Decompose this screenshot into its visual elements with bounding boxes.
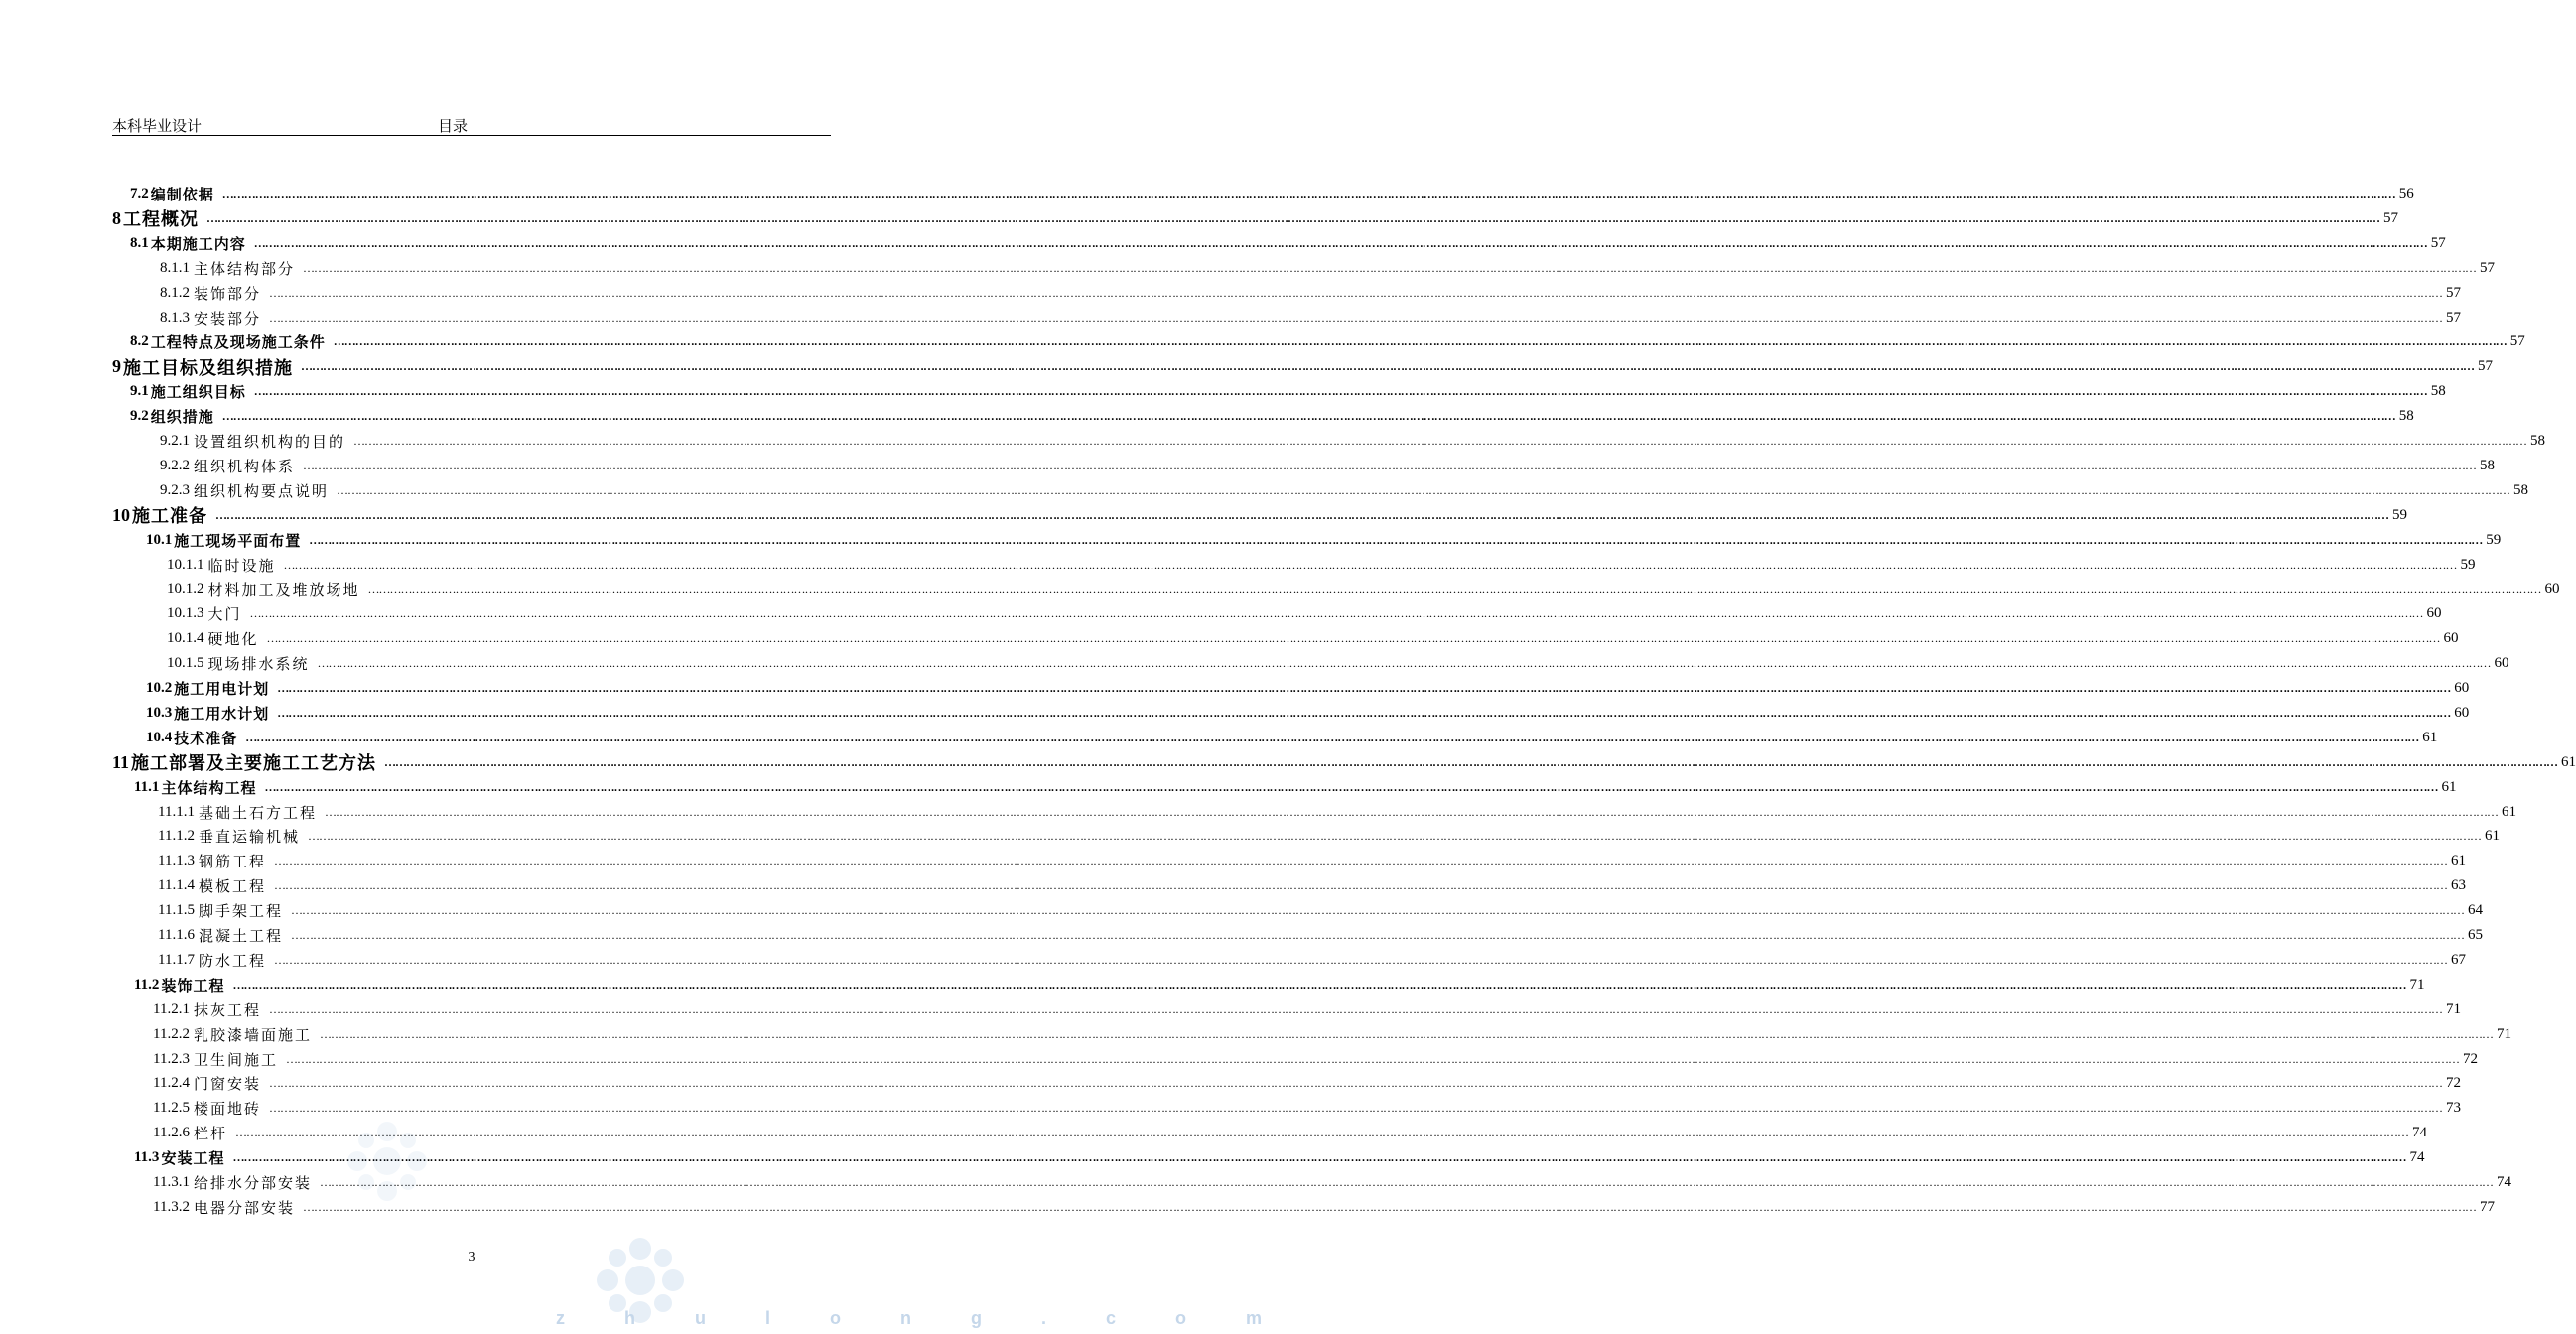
toc-entry[interactable] bbox=[158, 849, 2466, 873]
toc-entry-number: 8.1 bbox=[130, 234, 149, 251]
toc-entry-number: 11.1 bbox=[134, 778, 160, 795]
toc-entry[interactable] bbox=[167, 553, 2476, 578]
toc-entry-number: 8.1.3 bbox=[160, 309, 190, 326]
toc-entry-number: 11.2.4 bbox=[153, 1075, 190, 1092]
toc-entry-number: 9.2.2 bbox=[160, 457, 190, 473]
toc-entry-title: 脚手架工程 bbox=[198, 904, 283, 921]
toc-entry-page: 73 bbox=[2445, 1100, 2461, 1117]
toc-entry-number: 10.3 bbox=[146, 704, 173, 721]
toc-entry-title: 施工用水计划 bbox=[174, 706, 270, 723]
toc-entry-title: 组织措施 bbox=[150, 410, 214, 427]
toc-entry-number: 10.1.1 bbox=[167, 556, 204, 573]
toc-leader-dots: ………………………………………………………………………………………………………………………………………………………………………………………………………………………………………………………………………………………………………………………………………………………………………………………………………………………………………………………………………………………………………………………………………………… bbox=[333, 334, 2507, 349]
toc-entry[interactable] bbox=[112, 503, 2407, 528]
toc-entry-title: 工程特点及现场施工条件 bbox=[150, 335, 326, 352]
toc-entry[interactable] bbox=[167, 651, 2509, 676]
toc-entry-title: 现场排水系统 bbox=[207, 657, 310, 674]
toc-entry-title: 门窗安装 bbox=[193, 1077, 261, 1094]
toc-entry-number: 10.1.5 bbox=[167, 655, 204, 672]
toc-entry-page: 61 bbox=[2441, 778, 2457, 795]
toc-entry-number: 10.1.3 bbox=[167, 605, 204, 622]
toc-entry-page: 58 bbox=[2398, 408, 2414, 425]
toc-entry-number: 8.2 bbox=[130, 334, 149, 350]
toc-entry-title: 乳胶漆墙面施工 bbox=[193, 1027, 312, 1044]
toc-entry-page: 65 bbox=[2467, 927, 2483, 943]
toc-entry[interactable] bbox=[134, 775, 2457, 800]
toc-leader-dots: ………………………………………………………………………………………………………………………………………………………………………………………………………………………………………………………………………………………………………………………………………………………………………………………………………………………………………………………………………………………………………………………………………………… bbox=[269, 285, 2443, 300]
toc-leader-dots: ………………………………………………………………………………………………………………………………………………………………………………………………………………………………………………………………………………………………………………………………………………………………………………………………………………………………………………………………………………………………………………………………………………… bbox=[215, 507, 2388, 522]
toc-entry-page: 57 bbox=[2383, 209, 2398, 226]
toc-entry[interactable] bbox=[167, 577, 2560, 601]
toc-leader-dots: ………………………………………………………………………………………………………………………………………………………………………………………………………………………………………………………………………………………………………………………………………………………………………………………………………………………………………………………………………………………………………………………………………………… bbox=[337, 482, 2510, 497]
toc-entry[interactable] bbox=[158, 873, 2466, 898]
watermark-text: zhulong.com bbox=[556, 1308, 1321, 1328]
toc-entry-number: 10.1 bbox=[146, 531, 173, 548]
toc-entry-title: 电器分部安装 bbox=[193, 1200, 295, 1217]
toc-entry[interactable] bbox=[146, 726, 2438, 750]
toc-entry-number: 10.2 bbox=[146, 680, 173, 696]
toc-entry-number: 9 bbox=[112, 356, 121, 377]
toc-entry-title: 楼面地砖 bbox=[193, 1102, 261, 1119]
toc-entry-page: 58 bbox=[2430, 383, 2446, 400]
toc-leader-dots: ………………………………………………………………………………………………………………………………………………………………………………………………………………………………………………………………………………………………………………………………………………………………………………………………………………………………………………………………………………………………………………………………………………… bbox=[367, 582, 2541, 597]
toc-leader-dots: ………………………………………………………………………………………………………………………………………………………………………………………………………………………………………………………………………………………………………………………………………………………………………………………………………………………………………………………………………………………………………………………………………………… bbox=[264, 779, 2438, 794]
toc-entry-page: 59 bbox=[2486, 531, 2502, 548]
toc-entry[interactable] bbox=[134, 1145, 2425, 1170]
toc-entry-title: 主体结构部分 bbox=[194, 261, 296, 278]
toc-entry[interactable] bbox=[153, 1047, 2478, 1072]
toc-entry-title: 钢筋工程 bbox=[198, 855, 266, 871]
toc-entry-page: 57 bbox=[2430, 234, 2446, 251]
toc-entry[interactable] bbox=[158, 824, 2500, 849]
toc-entry-page: 58 bbox=[2513, 481, 2529, 498]
toc-entry-page: 72 bbox=[2462, 1050, 2478, 1067]
toc-entry[interactable] bbox=[130, 182, 2414, 206]
toc-leader-dots: ………………………………………………………………………………………………………………………………………………………………………………………………………………………………………………………………………………………………………………………………………………………………………………………………………………………………………………………………………………………………………………………………………………… bbox=[307, 829, 2481, 844]
toc-entry-number: 8.1.1 bbox=[160, 259, 190, 276]
toc-entry-page: 57 bbox=[2446, 309, 2462, 326]
toc-entry[interactable] bbox=[146, 676, 2470, 701]
toc-leader-dots: ………………………………………………………………………………………………………………………………………………………………………………………………………………………………………………………………………………………………………………………………………………………………………………………………………………………………………………………………………………………………………………………………………………… bbox=[232, 1150, 2406, 1165]
toc-entry-title: 组织机构体系 bbox=[194, 459, 296, 475]
toc-entry-number: 11.2.6 bbox=[153, 1125, 190, 1141]
toc-entry-page: 74 bbox=[2496, 1174, 2511, 1190]
toc-entry-number: 9.2.3 bbox=[160, 481, 190, 498]
toc-entry-title: 基础土石方工程 bbox=[198, 805, 317, 822]
toc-leader-dots: ………………………………………………………………………………………………………………………………………………………………………………………………………………………………………………………………………………………………………………………………………………………………………………………………………………………………………………………………………………………………………………………………………………… bbox=[232, 977, 2406, 992]
toc-entry-title: 栏杆 bbox=[193, 1127, 227, 1143]
toc-leader-dots: ………………………………………………………………………………………………………………………………………………………………………………………………………………………………………………………………………………………………………………………………………………………………………………………………………………………………………………………………………………………………………………………………………………… bbox=[206, 210, 2379, 225]
toc-entry-number: 10.1.4 bbox=[167, 630, 204, 647]
toc-leader-dots: ………………………………………………………………………………………………………………………………………………………………………………………………………………………………………………………………………………………………………………………………………………………………………………………………………………………………………………………………………………………………………………………………………………… bbox=[324, 804, 2498, 819]
toc-leader-dots: ………………………………………………………………………………………………………………………………………………………………………………………………………………………………………………………………………………………………………………………………………………………………………………………………………………………………………………………………………………………………………………………………………………… bbox=[303, 260, 2477, 275]
toc-leader-dots: ………………………………………………………………………………………………………………………………………………………………………………………………………………………………………………………………………………………………………………………………………………………………………………………………………………………………………………………………………………………………………………………………………………… bbox=[319, 1175, 2493, 1189]
toc-entry[interactable] bbox=[153, 1071, 2461, 1096]
toc-entry[interactable] bbox=[158, 923, 2483, 948]
toc-leader-dots: ………………………………………………………………………………………………………………………………………………………………………………………………………………………………………………………………………………………………………………………………………………………………………………………………………………………………………………………………………………………………………………………………………………… bbox=[268, 1101, 2442, 1116]
toc-entry-number: 11.3.1 bbox=[153, 1174, 190, 1190]
toc-entry[interactable] bbox=[130, 231, 2446, 256]
toc-entry-page: 67 bbox=[2450, 951, 2466, 968]
toc-entry[interactable] bbox=[146, 701, 2470, 726]
toc-entry-page: 57 bbox=[2509, 334, 2525, 350]
toc-entry[interactable] bbox=[153, 1121, 2427, 1145]
toc-leader-dots: ………………………………………………………………………………………………………………………………………………………………………………………………………………………………………………………………………………………………………………………………………………………………………………………………………………………………………………………………………………………………………………………………………………… bbox=[253, 384, 2427, 399]
toc-leader-dots: ………………………………………………………………………………………………………………………………………………………………………………………………………………………………………………………………………………………………………………………………………………………………………………………………………………………………………………………………………………………………………………………………………………… bbox=[277, 705, 2451, 720]
toc-entry-number: 8 bbox=[112, 207, 121, 228]
toc-entry-page: 58 bbox=[2480, 457, 2496, 473]
toc-leader-dots: ………………………………………………………………………………………………………………………………………………………………………………………………………………………………………………………………………………………………………………………………………………………………………………………………………………………………………………………………………………………………………………………………………………… bbox=[283, 557, 2457, 572]
toc-entry[interactable] bbox=[153, 1096, 2461, 1121]
toc-leader-dots: ………………………………………………………………………………………………………………………………………………………………………………………………………………………………………………………………………………………………………………………………………………………………………………………………………………………………………………………………………………………………………………………………………………… bbox=[273, 854, 2447, 868]
toc-leader-dots: ………………………………………………………………………………………………………………………………………………………………………………………………………………………………………………………………………………………………………………………………………………………………………………………………………………………………………………………………………………………………………………………………………………… bbox=[269, 310, 2443, 325]
toc-entry[interactable] bbox=[130, 330, 2525, 354]
toc-entry-number: 11.1.7 bbox=[158, 951, 195, 968]
toc-entry-title: 施工目标及组织措施 bbox=[123, 357, 293, 378]
toc-entry-page: 60 bbox=[2426, 605, 2442, 622]
toc-entry-page: 60 bbox=[2454, 680, 2470, 696]
toc-entry-title: 工程概况 bbox=[123, 209, 199, 230]
toc-entry[interactable] bbox=[130, 379, 2446, 404]
toc-leader-dots: ………………………………………………………………………………………………………………………………………………………………………………………………………………………………………………………………………………………………………………………………………………………………………………………………………………………………………………………………………………………………………………………………………………… bbox=[273, 878, 2447, 893]
toc-entry-page: 59 bbox=[2460, 556, 2476, 573]
toc-entry[interactable] bbox=[167, 601, 2442, 626]
toc-entry-title: 垂直运输机械 bbox=[198, 830, 300, 847]
toc-entry-number: 11.3 bbox=[134, 1149, 160, 1166]
toc-entry-title: 编制依据 bbox=[150, 188, 214, 203]
toc-entry-number: 11.1.3 bbox=[158, 853, 195, 869]
toc-entry-number: 8.1.2 bbox=[160, 284, 190, 301]
toc-leader-dots: ………………………………………………………………………………………………………………………………………………………………………………………………………………………………………………………………………………………………………………………………………………………………………………………………………………………………………………………………………………………………………………………………………………… bbox=[384, 754, 2558, 769]
toc-entry-page: 60 bbox=[2443, 630, 2459, 647]
toc-leader-dots: ………………………………………………………………………………………………………………………………………………………………………………………………………………………………………………………………………………………………………………………………………………………………………………………………………………………………………………………………………………………………………………………………………………… bbox=[309, 532, 2483, 547]
toc-entry[interactable] bbox=[153, 1022, 2511, 1047]
toc-entry-title: 施工用电计划 bbox=[174, 682, 270, 698]
toc-entry-title: 本期施工内容 bbox=[150, 236, 246, 253]
header-center-text: 目录 bbox=[438, 119, 469, 135]
toc-entry-page: 60 bbox=[2454, 704, 2470, 721]
toc-entry[interactable] bbox=[153, 998, 2461, 1022]
toc-entry-title: 防水工程 bbox=[198, 953, 266, 970]
toc-entry[interactable] bbox=[158, 800, 2516, 825]
toc-entry-title: 安装工程 bbox=[161, 1151, 225, 1168]
toc-entry-page: 60 bbox=[2494, 655, 2509, 672]
toc-entry-number: 11.1.2 bbox=[158, 828, 195, 845]
toc-entry[interactable] bbox=[153, 1195, 2495, 1220]
toc-entry-page: 57 bbox=[2480, 259, 2496, 276]
toc-entry-page: 74 bbox=[2409, 1149, 2425, 1166]
toc-entry-number: 11.2.5 bbox=[153, 1100, 190, 1117]
toc-entry-title: 安装部分 bbox=[194, 311, 262, 328]
toc-entry-page: 61 bbox=[2561, 753, 2576, 770]
toc-entry-number: 11.1.6 bbox=[158, 927, 195, 943]
toc-leader-dots: ………………………………………………………………………………………………………………………………………………………………………………………………………………………………………………………………………………………………………………………………………………………………………………………………………………………………………………………………………………………………………………………………………………… bbox=[245, 730, 2419, 744]
toc-entry[interactable] bbox=[158, 948, 2466, 973]
toc-entry-page: 71 bbox=[2445, 1000, 2461, 1017]
toc-entry-page: 57 bbox=[2478, 358, 2493, 375]
toc-entry-number: 11.1.4 bbox=[158, 877, 195, 894]
toc-entry-page: 56 bbox=[2398, 186, 2414, 201]
watermark-logo-faint bbox=[338, 1112, 437, 1211]
toc-entry-number: 10.1.2 bbox=[167, 581, 204, 598]
toc-entry-title: 技术准备 bbox=[174, 731, 238, 747]
toc-entry-title: 临时设施 bbox=[207, 558, 276, 575]
toc-entry[interactable] bbox=[153, 1170, 2511, 1195]
toc-entry[interactable] bbox=[160, 454, 2496, 478]
toc-entry-page: 77 bbox=[2479, 1198, 2495, 1215]
toc-leader-dots: ………………………………………………………………………………………………………………………………………………………………………………………………………………………………………………………………………………………………………………………………………………………………………………………………………………………………………………………………………………………………………………………………………………… bbox=[234, 1126, 2408, 1140]
toc-leader-dots: ………………………………………………………………………………………………………………………………………………………………………………………………………………………………………………………………………………………………………………………………………………………………………………………………………………………………………………………………………………………………………………………………………………… bbox=[273, 952, 2447, 967]
toc-leader-dots: ………………………………………………………………………………………………………………………………………………………………………………………………………………………………………………………………………………………………………………………………………………………………………………………………………………………………………………………………………………………………………………………………………………… bbox=[268, 1001, 2442, 1016]
toc-entry[interactable] bbox=[134, 973, 2425, 998]
toc-leader-dots: ………………………………………………………………………………………………………………………………………………………………………………………………………………………………………………………………………………………………………………………………………………………………………………………………………………………………………………………………………………………………………………………………………………… bbox=[249, 606, 2423, 621]
toc-entry-number: 11.1.1 bbox=[158, 803, 195, 820]
toc-entry-number: 10.4 bbox=[146, 729, 173, 745]
toc-entry-number: 11.2.1 bbox=[153, 1000, 190, 1017]
toc-entry-title: 模板工程 bbox=[198, 879, 266, 896]
toc-entry-page: 64 bbox=[2467, 902, 2483, 919]
toc-entry-title: 硬地化 bbox=[207, 632, 259, 649]
toc-entry-title: 施工部署及主要施工工艺方法 bbox=[131, 753, 377, 774]
toc-entry-page: 63 bbox=[2450, 877, 2466, 894]
toc-entry-title: 混凝土工程 bbox=[198, 929, 283, 945]
toc-entry[interactable] bbox=[160, 306, 2462, 331]
toc-entry-page: 58 bbox=[2530, 433, 2546, 449]
toc-leader-dots: ………………………………………………………………………………………………………………………………………………………………………………………………………………………………………………………………………………………………………………………………………………………………………………………………………………………………………………………………………………………………………………………………………………… bbox=[317, 656, 2491, 671]
toc-entry[interactable] bbox=[112, 354, 2493, 379]
toc-leader-dots: ………………………………………………………………………………………………………………………………………………………………………………………………………………………………………………………………………………………………………………………………………………………………………………………………………………………………………………………………………………………………………………………………………………… bbox=[253, 235, 2427, 250]
toc-entry-title: 抹灰工程 bbox=[193, 1002, 261, 1019]
toc-entry[interactable] bbox=[160, 281, 2462, 306]
toc-entry-number: 11.3.2 bbox=[153, 1198, 190, 1215]
toc-entry-page: 74 bbox=[2411, 1125, 2427, 1141]
toc-entry[interactable] bbox=[130, 404, 2414, 429]
toc-entry-page: 57 bbox=[2446, 284, 2462, 301]
toc-entry[interactable] bbox=[167, 626, 2459, 651]
page-number: 3 bbox=[468, 1250, 475, 1265]
toc-entry-title: 装饰工程 bbox=[161, 978, 225, 995]
toc-entry-page: 61 bbox=[2450, 853, 2466, 869]
toc-entry[interactable] bbox=[146, 528, 2502, 553]
toc-entry-title: 给排水分部安装 bbox=[193, 1176, 312, 1192]
toc-entry-page: 61 bbox=[2422, 729, 2438, 745]
toc-leader-dots: ………………………………………………………………………………………………………………………………………………………………………………………………………………………………………………………………………………………………………………………………………………………………………………………………………………………………………………………………………………………………………………………………………………… bbox=[290, 903, 2464, 918]
toc-entry-page: 71 bbox=[2409, 976, 2425, 993]
toc-entry[interactable] bbox=[158, 898, 2483, 923]
toc-entry[interactable] bbox=[112, 750, 2576, 775]
toc-entry-title: 主体结构工程 bbox=[161, 780, 257, 797]
toc-entry-number: 11.2.3 bbox=[153, 1050, 190, 1067]
toc-entry[interactable] bbox=[112, 206, 2398, 231]
page-header bbox=[112, 115, 831, 136]
toc-leader-dots: ………………………………………………………………………………………………………………………………………………………………………………………………………………………………………………………………………………………………………………………………………………………………………………………………………………………………………………………………………………………………………………………………………………… bbox=[285, 1051, 2459, 1066]
toc-entry[interactable] bbox=[160, 478, 2529, 503]
toc-leader-dots: ………………………………………………………………………………………………………………………………………………………………………………………………………………………………………………………………………………………………………………………………………………………………………………………………………………………………………………………………………………………………………………………………………………… bbox=[290, 928, 2464, 942]
toc-entry-page: 72 bbox=[2445, 1075, 2461, 1092]
toc-entry-number: 10 bbox=[112, 504, 130, 525]
toc-entry-number: 11 bbox=[112, 751, 130, 772]
toc-entry-title: 卫生间施工 bbox=[193, 1052, 278, 1069]
toc-leader-dots: ………………………………………………………………………………………………………………………………………………………………………………………………………………………………………………………………………………………………………………………………………………………………………………………………………………………………………………………………………………………………………………………………………………… bbox=[319, 1026, 2493, 1041]
toc-leader-dots: ………………………………………………………………………………………………………………………………………………………………………………………………………………………………………………………………………………………………………………………………………………………………………………………………………………………………………………………………………………………………………………………………………………… bbox=[268, 1076, 2442, 1091]
toc-entry-title: 材料加工及堆放场地 bbox=[207, 583, 360, 600]
toc-entry-title: 施工组织目标 bbox=[150, 385, 246, 402]
toc-leader-dots: ………………………………………………………………………………………………………………………………………………………………………………………………………………………………………………………………………………………………………………………………………………………………………………………………………………………………………………………………………………………………………………………………………………… bbox=[302, 1199, 2476, 1214]
toc-entry-number: 9.1 bbox=[130, 383, 149, 400]
toc-entry-title: 施工现场平面布置 bbox=[174, 533, 302, 550]
toc-leader-dots: ………………………………………………………………………………………………………………………………………………………………………………………………………………………………………………………………………………………………………………………………………………………………………………………………………………………………………………………………………………………………………………………………………………… bbox=[303, 458, 2477, 472]
toc-entry-page: 61 bbox=[2484, 828, 2500, 845]
toc-entry-page: 71 bbox=[2496, 1025, 2511, 1042]
toc-entry-title: 施工准备 bbox=[132, 506, 207, 527]
toc-entry-title: 大门 bbox=[207, 607, 242, 624]
toc-entry[interactable] bbox=[160, 256, 2496, 281]
toc-entry-page: 60 bbox=[2544, 581, 2560, 598]
toc-entry-number: 11.2 bbox=[134, 976, 160, 993]
toc-leader-dots: ………………………………………………………………………………………………………………………………………………………………………………………………………………………………………………………………………………………………………………………………………………………………………………………………………………………………………………………………………………………………………………………………………………… bbox=[266, 631, 2440, 646]
toc-entry-number: 7.2 bbox=[130, 186, 149, 201]
toc-leader-dots: ………………………………………………………………………………………………………………………………………………………………………………………………………………………………………………………………………………………………………………………………………………………………………………………………………………………………………………………………………………………………………………………………………………… bbox=[221, 409, 2395, 424]
header-left-text: 本科毕业设计 bbox=[112, 119, 203, 135]
toc-leader-dots: ………………………………………………………………………………………………………………………………………………………………………………………………………………………………………………………………………………………………………………………………………………………………………………………………………………………………………………………………………………………………………………………………………………… bbox=[301, 359, 2474, 374]
toc-entry-number: 11.2.2 bbox=[153, 1025, 190, 1042]
toc-entry-title: 装饰部分 bbox=[194, 286, 262, 303]
toc-entry-number: 9.2.1 bbox=[160, 433, 190, 449]
toc-entry-title: 组织机构要点说明 bbox=[194, 483, 330, 500]
toc-entry-page: 59 bbox=[2392, 506, 2407, 523]
toc-leader-dots: ………………………………………………………………………………………………………………………………………………………………………………………………………………………………………………………………………………………………………………………………………………………………………………………………………………………………………………………………………………………………………………………………………………… bbox=[353, 434, 2527, 448]
toc-leader-dots: ………………………………………………………………………………………………………………………………………………………………………………………………………………………………………………………………………………………………………………………………………………………………………………………………………………………………………………………………………………………………………………………………………………… bbox=[221, 187, 2395, 200]
toc-entry-page: 61 bbox=[2501, 803, 2516, 820]
toc-leader-dots: ………………………………………………………………………………………………………………………………………………………………………………………………………………………………………………………………………………………………………………………………………………………………………………………………………………………………………………………………………………………………………………………………………………… bbox=[277, 681, 2451, 695]
toc-entry-number: 11.1.5 bbox=[158, 902, 195, 919]
toc-entry-title: 设置组织机构的目的 bbox=[194, 435, 346, 451]
toc-entry[interactable] bbox=[160, 429, 2546, 454]
toc-entry-number: 9.2 bbox=[130, 408, 149, 425]
